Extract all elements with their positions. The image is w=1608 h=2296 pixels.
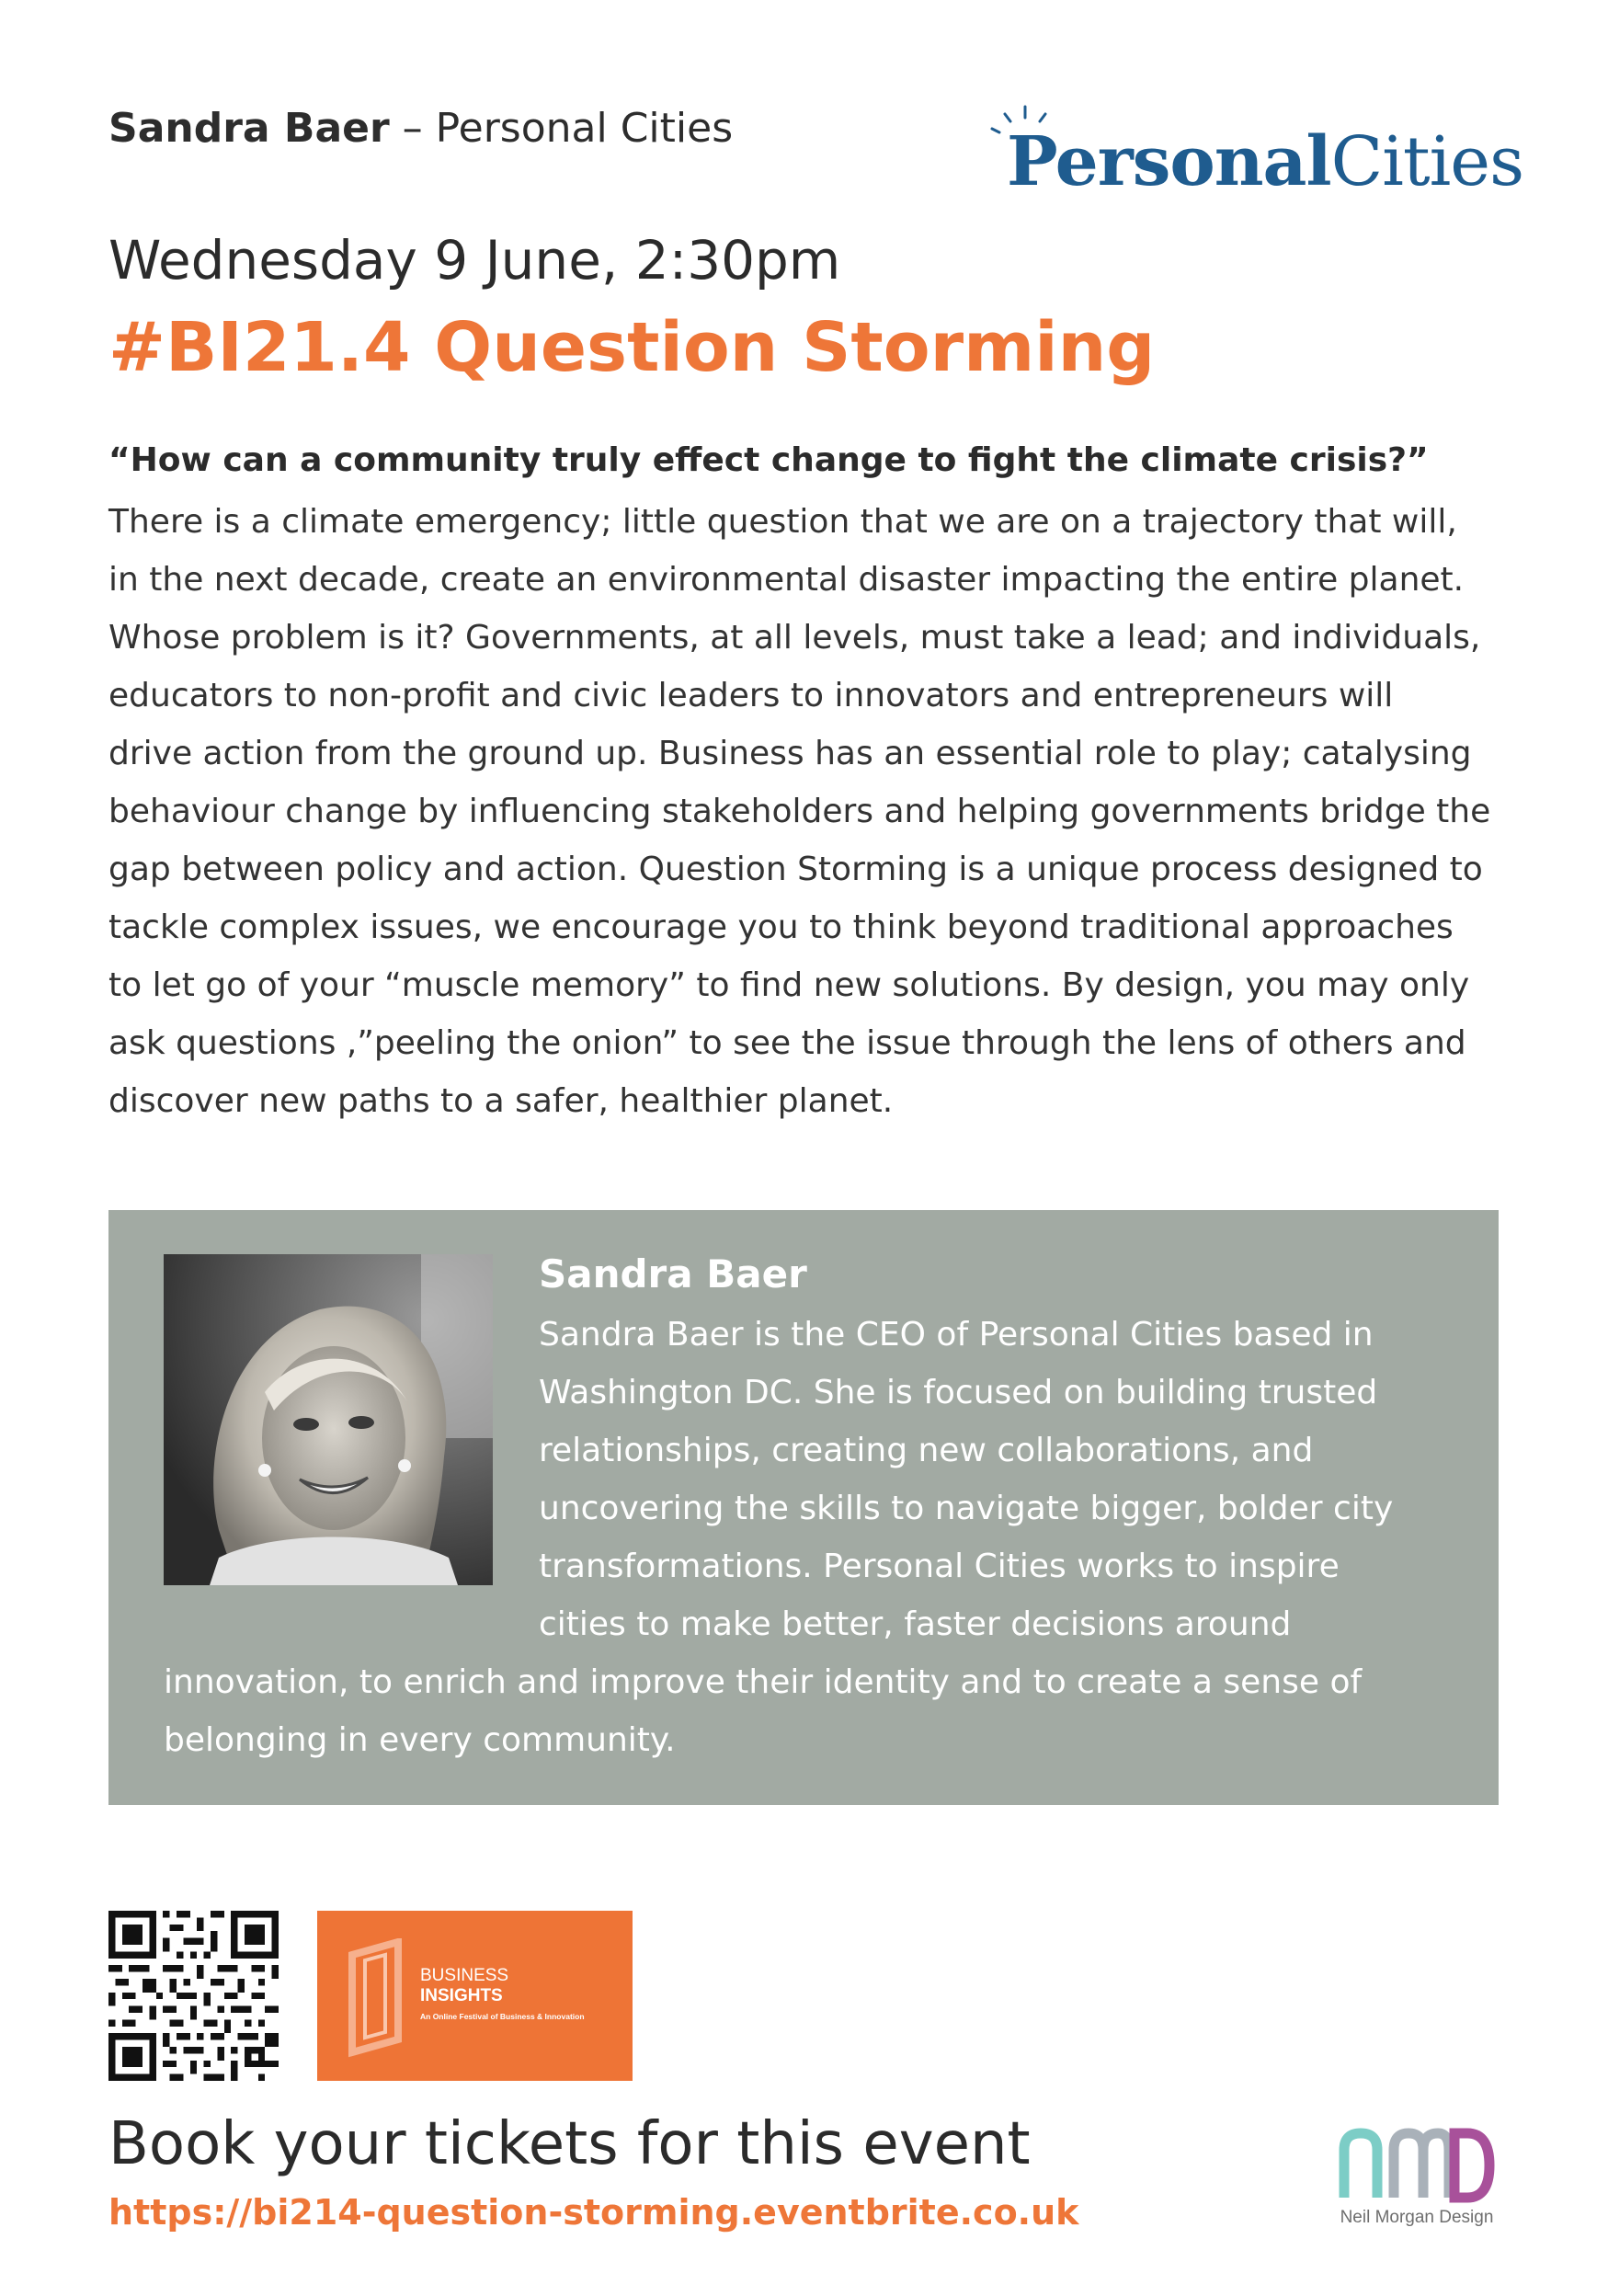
bio-name: Sandra Baer bbox=[539, 1251, 807, 1296]
bio-line: Washington DC. She is focused on building trusted bbox=[539, 1374, 1378, 1411]
event-title: #BI21.4 Question Storming bbox=[108, 308, 1156, 387]
badge-line-2: INSIGHTS bbox=[420, 1986, 503, 2005]
bio-line: cities to make better, faster decisions around bbox=[539, 1605, 1292, 1643]
nmd-logo-icon bbox=[1339, 2122, 1495, 2205]
event-description bbox=[108, 493, 1506, 1130]
logo-text-personal: Personal bbox=[1007, 122, 1331, 201]
badge-line-1: BUSINESS bbox=[420, 1966, 509, 1985]
bio-line: relationships, creating new collaborations, and bbox=[539, 1432, 1314, 1469]
bio-line: innovation, to enrich and improve their identity and to create a sense of bbox=[164, 1663, 1363, 1701]
speaker-name: Sandra Baer bbox=[108, 105, 390, 152]
cta-heading: Book your tickets for this event bbox=[108, 2110, 1031, 2178]
event-ticket-link[interactable]: https://bi214-question-storming.eventbrite.co.uk bbox=[108, 2192, 1079, 2233]
personal-cities-logo bbox=[988, 101, 1524, 211]
logo-wordmark bbox=[1007, 118, 1523, 206]
bio-line: uncovering the skills to navigate bigger, bolder city bbox=[539, 1490, 1394, 1527]
speaker-separator: – bbox=[389, 105, 436, 152]
bio-line: belonging in every community. bbox=[164, 1721, 676, 1759]
bio-line: Sandra Baer is the CEO of Personal Cities based in bbox=[539, 1316, 1374, 1354]
event-date: Wednesday 9 June, 2:30pm bbox=[108, 229, 841, 291]
speaker-line bbox=[108, 103, 733, 154]
key-question: “How can a community truly effect change to fight the climate crisis?” bbox=[108, 441, 1429, 479]
description-line: educators to non-profit and civic leaders to innovators and entrepreneurs will bbox=[108, 677, 1394, 714]
description-line: ask questions ,”peeling the onion” to see the issue through the lens of others and bbox=[108, 1024, 1466, 1062]
description-line: in the next decade, create an environmental disaster impacting the entire planet. bbox=[108, 561, 1465, 599]
description-line: discover new paths to a safer, healthier planet. bbox=[108, 1082, 894, 1120]
business-insights-logo-icon bbox=[345, 1938, 409, 2058]
badge-line-3: An Online Festival of Business & Innovation bbox=[420, 2012, 585, 2021]
logo-text-cities: Cities bbox=[1330, 122, 1524, 201]
nmd-caption: Neil Morgan Design bbox=[1340, 2208, 1494, 2227]
description-line: to let go of your “muscle memory” to find new solutions. By design, you may only bbox=[108, 966, 1470, 1004]
description-line: drive action from the ground up. Business has an essential role to play; catalysing bbox=[108, 735, 1472, 772]
business-insights-badge bbox=[317, 1911, 633, 2081]
bio-line: transformations. Personal Cities works to inspire bbox=[539, 1548, 1340, 1585]
description-line: There is a climate emergency; little question that we are on a trajectory that will, bbox=[108, 503, 1457, 541]
description-line: Whose problem is it? Governments, at all levels, must take a lead; and individuals, bbox=[108, 619, 1481, 657]
description-line: behaviour change by influencing stakeholders and helping governments bridge the bbox=[108, 793, 1491, 830]
description-line: tackle complex issues, we encourage you to think beyond traditional approaches bbox=[108, 908, 1454, 946]
speaker-org: Personal Cities bbox=[435, 105, 734, 152]
neil-morgan-design-logo bbox=[1329, 2113, 1504, 2242]
speaker-bio-box bbox=[108, 1210, 1499, 1805]
description-line: gap between policy and action. Question Storming is a unique process designed to bbox=[108, 851, 1483, 888]
bio-text bbox=[108, 1306, 1499, 1769]
qr-code-icon[interactable] bbox=[108, 1911, 279, 2081]
